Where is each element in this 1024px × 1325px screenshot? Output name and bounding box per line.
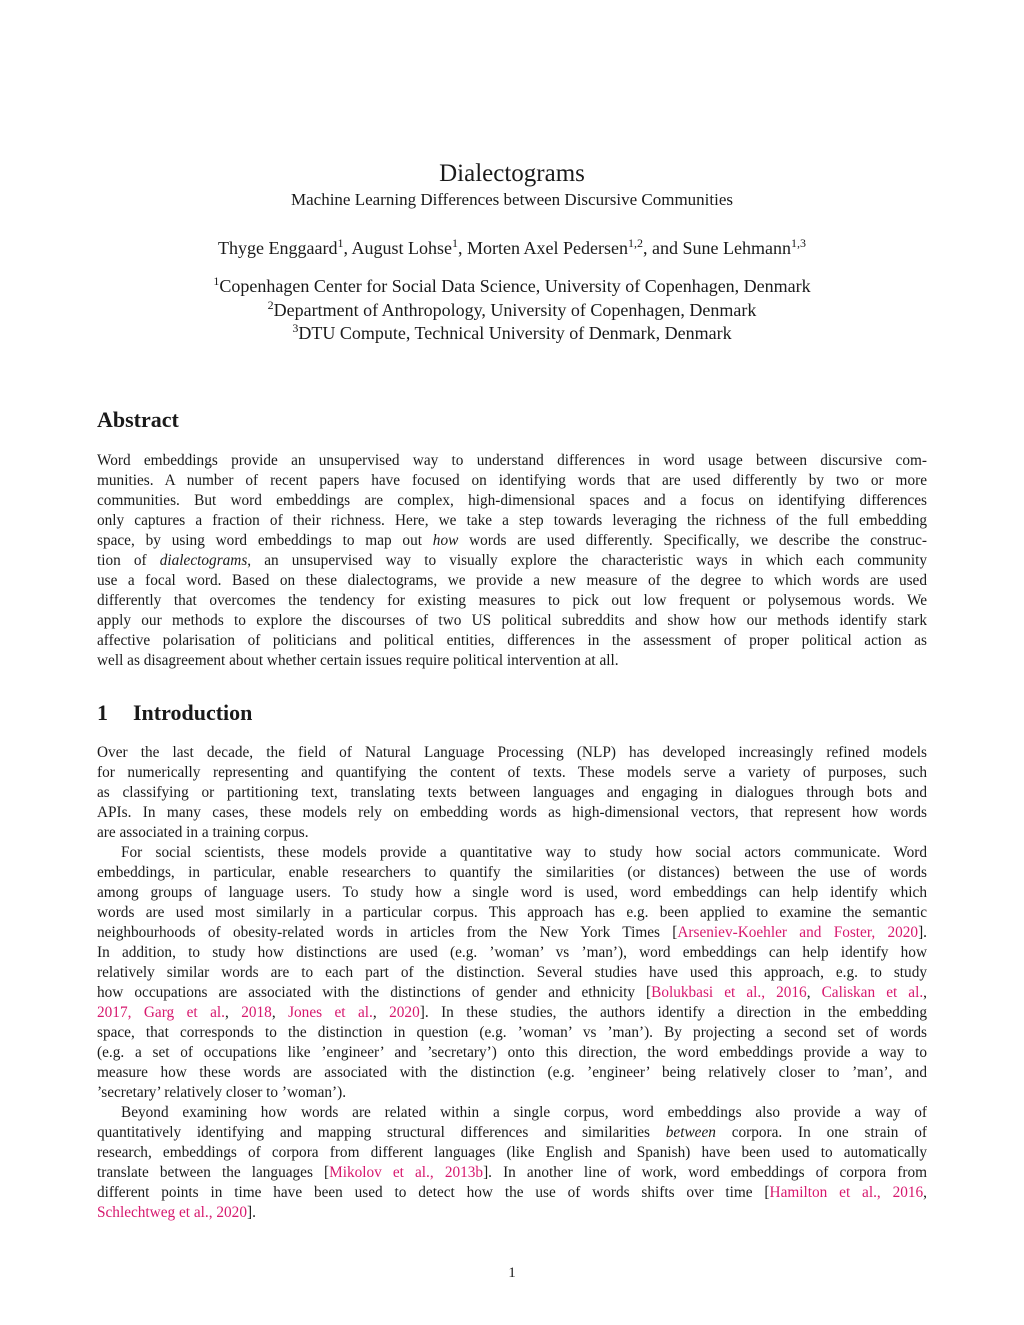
paragraph-line: relatively similar words are to each part of the distinction. Several studies have used this approach, e.g. to study bbox=[97, 964, 927, 981]
paragraph-line: how occupations are associated with the distinctions of gender and ethnicity [Bolukbasi et al., 2016, Caliskan et al., bbox=[97, 984, 927, 1001]
section-heading-introduction bbox=[97, 700, 252, 726]
page-number: 1 bbox=[508, 1265, 516, 1281]
affiliation-text: DTU Compute, Technical University of Denmark, Denmark bbox=[298, 323, 732, 343]
paragraph-line: measure how these words are associated with the distinction (e.g. ’engineer’ being relatively closer to ’man’, and bbox=[97, 1064, 927, 1081]
affiliation-line bbox=[97, 322, 927, 346]
citation-link[interactable]: Bolukbasi et al., 2016 bbox=[651, 984, 807, 1001]
citation-link[interactable]: 2018 bbox=[241, 1004, 272, 1021]
paragraph-line: neighbourhoods of obesity-related words in articles from the New York Times [Arseniev-Koehler and Foster, 2020]. bbox=[97, 924, 927, 941]
paragraph-line: Schlechtweg et al., 2020]. bbox=[97, 1204, 256, 1221]
abstract-line: differently that overcomes the tendency for existing measures to pick out low frequent or polysemous words. We bbox=[97, 592, 927, 609]
author-name: Morten Axel Pedersen bbox=[467, 238, 628, 258]
paragraph-line: quantitatively identifying and mapping structural differences and similarities between corpora. In one strain of bbox=[97, 1124, 927, 1141]
abstract-line: apply our methods to explore the discourses of two US political subreddits and show how our methods identify stark bbox=[97, 612, 927, 629]
paragraph-line: embeddings, in particular, enable researchers to quantify the similarities (or distances) between the use of words bbox=[97, 864, 927, 881]
abstract-line: space, by using word embeddings to map out how words are used differently. Specifically, we describe the construc- bbox=[97, 532, 928, 549]
abstract-line: well as disagreement about whether certain issues require political intervention at all. bbox=[97, 652, 619, 669]
abstract-line: communities. But word embeddings are complex, high-dimensional spaces and a focus on identifying differences bbox=[97, 492, 927, 509]
author-name: Thyge Enggaard bbox=[218, 238, 338, 258]
section-number: 1 bbox=[97, 700, 108, 725]
paragraph-line: Beyond examining how words are related within a single corpus, word embeddings also provide a way of bbox=[121, 1104, 927, 1121]
affiliation-line bbox=[97, 299, 927, 323]
author-separator: , bbox=[458, 238, 467, 258]
affiliation-text: Department of Anthropology, University of Copenhagen, Denmark bbox=[273, 299, 757, 320]
abstract-line: tion of dialectograms, an unsupervised way to visually explore the characteristic ways in which each community bbox=[97, 552, 927, 569]
abstract-line: only captures a fraction of their richness. Here, we take a step towards leveraging the richness of the full embedding bbox=[97, 512, 927, 529]
affiliation-text: Copenhagen Center for Social Data Science, University of Copenhagen, Denmark bbox=[219, 276, 811, 296]
author-affiliation-mark: 1,3 bbox=[790, 236, 806, 250]
paragraph-line: APIs. In many cases, these models rely on embedding words as high-dimensional vectors, that represent how words bbox=[97, 804, 927, 821]
intro-paragraph-3 bbox=[97, 1103, 927, 1223]
citation-link[interactable]: 2020 bbox=[389, 1004, 420, 1021]
affiliation-number: 2 bbox=[267, 297, 274, 312]
paragraph-line: For social scientists, these models provide a quantitative way to study how social actors communicate. Word bbox=[121, 844, 927, 861]
author-separator: , bbox=[343, 238, 352, 258]
affiliation-line bbox=[97, 275, 927, 299]
paragraph-line: space, that corresponds to the distinction in question (e.g. ’woman’ vs ’man’). By projecting a second set of words bbox=[97, 1024, 927, 1041]
citation-link[interactable]: Jones et al. bbox=[288, 1004, 373, 1021]
paper-subtitle: Machine Learning Differences between Discursive Communities bbox=[290, 190, 734, 209]
affiliation-number: 3 bbox=[292, 321, 299, 335]
author-affiliation-mark: 1 bbox=[337, 236, 344, 250]
section-title: Introduction bbox=[133, 700, 253, 725]
intro-paragraph-1 bbox=[97, 743, 927, 843]
abstract-line: Word embeddings provide an unsupervised way to understand differences in word usage between discursive com- bbox=[97, 452, 927, 469]
abstract-line: munities. A number of recent papers have focused on identifying words that are used differently by two or more bbox=[97, 472, 927, 489]
affiliation-list bbox=[97, 275, 927, 346]
citation-link[interactable]: Mikolov et al., 2013b bbox=[329, 1164, 484, 1181]
author-affiliation-mark: 1,2 bbox=[627, 236, 643, 250]
author-list bbox=[97, 235, 927, 261]
citation-link[interactable]: 2017, bbox=[97, 1004, 144, 1021]
citation-link[interactable]: Hamilton et al., 2016 bbox=[769, 1184, 924, 1201]
paragraph-line: are associated in a training corpus. bbox=[97, 824, 309, 841]
paragraph-line: as classifying or partitioning text, translating texts between languages and engaging in dialogues through bots and bbox=[97, 784, 927, 801]
abstract-heading: Abstract bbox=[97, 407, 179, 432]
paragraph-line: for numerically representing and quantifying the content of texts. These models serve a variety of purposes, such bbox=[97, 764, 927, 781]
paragraph-line: words are used most similarly in a particular corpus. This approach has e.g. been applied to examine the semantic bbox=[97, 904, 927, 921]
paper-title: Dialectograms bbox=[439, 160, 585, 187]
paragraph-line: Over the last decade, the field of Natural Language Processing (NLP) has developed increasingly refined models bbox=[97, 744, 927, 761]
author-separator: , and bbox=[642, 238, 683, 258]
paragraph-line: In addition, to study how distinctions are used (e.g. ’woman’ vs ’man’), word embeddings can help identify how bbox=[97, 944, 927, 961]
paragraph-line: among groups of language users. To study how a single word is used, word embeddings can help identify which bbox=[97, 884, 927, 901]
paragraph-line: different points in time have been used to detect how the use of words shifts over time [Hamilton et al., 2016, bbox=[97, 1184, 927, 1201]
author-affiliation-mark: 1 bbox=[452, 236, 458, 250]
citation-link[interactable]: Schlechtweg et al., 2020 bbox=[97, 1204, 247, 1221]
abstract-line: affective polarisation of politicians and political entities, differences in the assessment of proper political action as bbox=[97, 632, 927, 649]
affiliation-number: 1 bbox=[213, 274, 220, 288]
citation-link[interactable]: Arseniev-Koehler and Foster, 2020 bbox=[677, 924, 919, 941]
intro-paragraph-2 bbox=[97, 843, 927, 1103]
citation-link[interactable]: Caliskan et al. bbox=[821, 984, 924, 1001]
paragraph-line: translate between the languages [Mikolov et al., 2013b]. In another line of work, word embeddings of corpora from bbox=[97, 1164, 928, 1181]
paragraph-line: research, embeddings of corpora from different languages (like English and Spanish) have been used to automatically bbox=[97, 1144, 927, 1161]
paragraph-line: ’secretary’ relatively closer to ’woman’). bbox=[97, 1084, 347, 1101]
author-name: Sune Lehmann bbox=[682, 238, 791, 258]
author-name: August Lohse bbox=[351, 238, 452, 258]
paragraph-line: 2017, Garg et al., 2018, Jones et al., 2020]. In these studies, the authors identify a direction in the embedding bbox=[97, 1004, 927, 1021]
citation-link[interactable]: Garg et al. bbox=[143, 1004, 225, 1021]
paragraph-line: (e.g. a set of occupations like ’engineer’ and ’secretary’) onto this direction, the word embeddings provide a way to bbox=[97, 1044, 927, 1061]
abstract-line: use a focal word. Based on these dialectograms, we provide a new measure of the degree to which words are used bbox=[97, 572, 927, 589]
abstract-body bbox=[97, 451, 927, 671]
